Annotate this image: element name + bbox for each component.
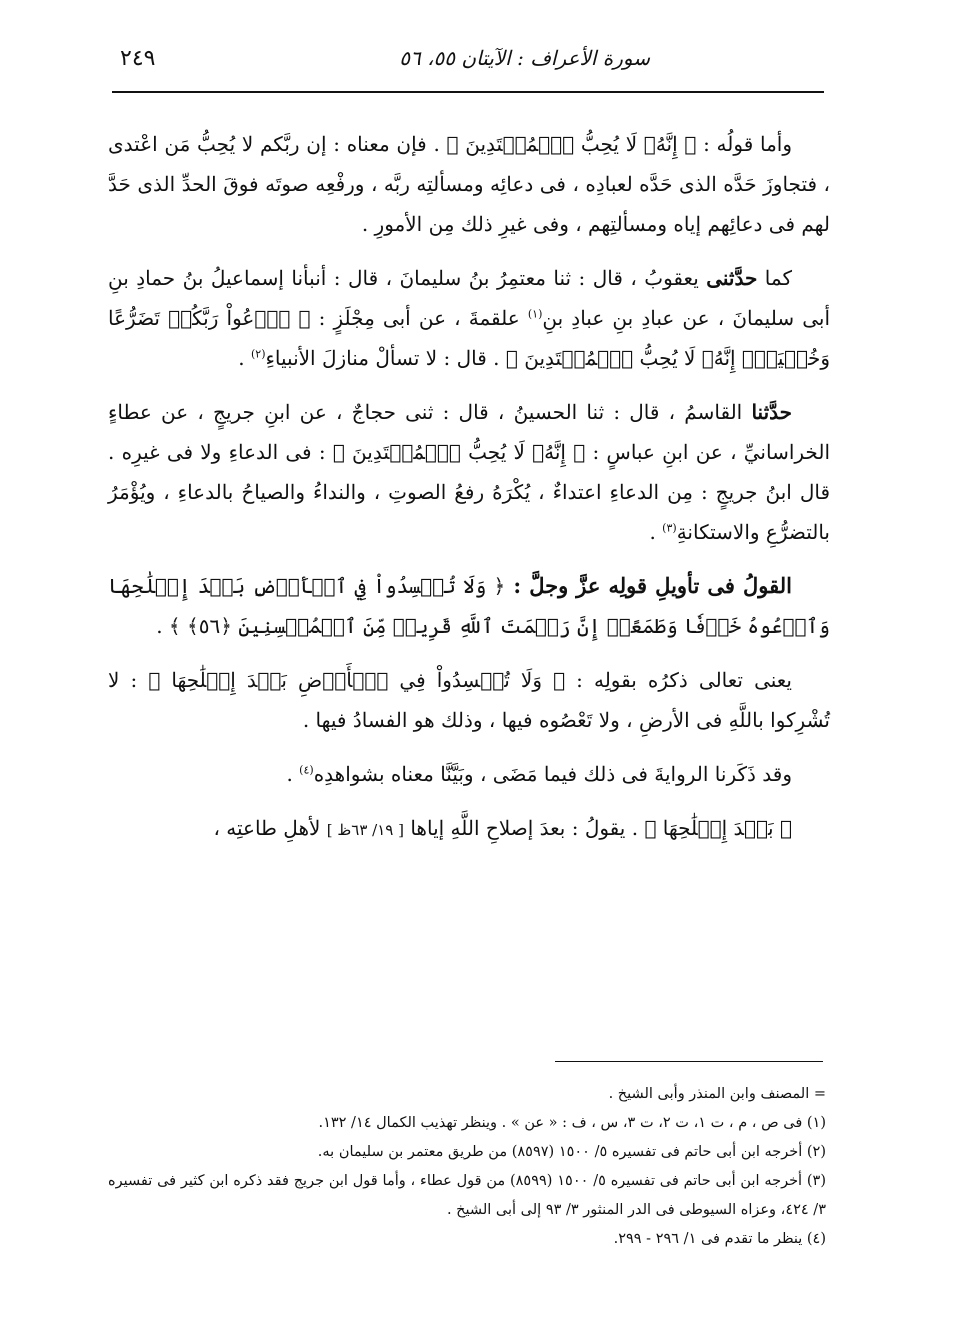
- paragraph-5: [108, 660, 830, 740]
- text: كما: [757, 266, 792, 290]
- header-rule: [112, 91, 824, 93]
- main-text: [108, 124, 830, 864]
- footnote-ref[interactable]: (١): [527, 307, 543, 321]
- text: .: [286, 762, 300, 786]
- text: يعنى تعالى ذكرُه بقولِه :: [565, 668, 792, 692]
- narration-keyword: حدَّثنى: [706, 266, 758, 290]
- footnote-4: (٤) ينظر ما تقدم فى ١/ ٢٩٦ - ٢٩٩.: [613, 1231, 826, 1247]
- footnote-2: (٢) أخرجه ابن أبى حاتم فى تفسيره ٥/ ١٥٠٠ (٨٥٩٧) من طريق معتمر بن سليمان به.: [317, 1144, 826, 1160]
- text: . قال : لا تسألْ منازلَ الأنبياءِ: [265, 346, 506, 370]
- footnote-continuation: = المصنف وابن المنذر وأبى الشيخ .: [608, 1086, 826, 1102]
- footnote-3: (٣) أخرجه ابن أبى حاتم فى تفسيره ٥/ ١٥٠٠ (٨٥٩٩) من قول عطاء ، وأما قول ابن جريج فقد ذكره ابن كثير فى تفسيره ٣/ ٤٢٤، وعزاه السيوطى فى الدر المنثور ٣/ ٩٣ إلى أبى الشيخ .: [108, 1173, 826, 1218]
- text: .: [238, 346, 251, 370]
- text: وقد ذَكَرنا الروايةَ فى ذلك فيما مَضَى ، وبَيَّنَّا معناه بشواهدِه: [313, 762, 792, 786]
- text: يعقوبُ ، قال : ثنا معتمِرُ بنُ سليمانَ ، قال : أنبأنا إسماعيلُ بنُ حمادِ بنِ أبى سليمانَ ، عن عبادِ بنِ عبادِ بنِ: [108, 266, 831, 330]
- footnotes: [108, 1080, 826, 1254]
- text: : لا تُشْرِكوا باللَّهِ فى الأرضِ ، ولا تَعْصُوه فيها ، وذلك هو الفسادُ فيها .: [108, 668, 830, 732]
- footnote-rule: [555, 1061, 823, 1062]
- section-heading: القولُ فى تأويلِ قولِه عزَّ وجلَّ :: [505, 573, 792, 598]
- narration-keyword: حدَّثنا: [751, 400, 792, 424]
- footnote-ref[interactable]: (٤): [299, 763, 314, 777]
- quran-verse: ﴿ إِنَّهُۥ لَا يُحِبُّ ٱلۡمُعۡتَدِينَ ﴾: [446, 132, 697, 156]
- paragraph-4-heading: [108, 566, 830, 646]
- text: . فإن معناه : إن ربَّكم لا يُحِبُّ مَن اعْتدى ، فتجاوزَ حَدَّه الذى حَدَّه لعبادِه ، فى دعائِه ومسألتِه ربَّه ، ورفْعِه صوتَه فوقَ الحدِّ الذى حَدَّ لهم فى دعائِهم إياه ومسألتِهم ، وفى غيرِ ذلك مِن الأمورِ .: [108, 132, 830, 236]
- quran-verse: ﴿ وَلَا تُفۡسِدُواْ فِي ٱلۡأَرۡضِ بَعۡدَ إِصۡلَٰحِهَا ﴾: [148, 668, 566, 692]
- footnote-1: (١) فى ص ، م ، ت ١، ت ٢، ت ٣، س ، ف : « عن » . وينظر تهذيب الكمال ١٤/ ١٣٢.: [318, 1115, 826, 1131]
- running-title: سورة الأعراف : الآيتان ٥٥، ٥٦: [399, 46, 650, 70]
- quran-verse: ﴿ بَعۡدَ إِصۡلَٰحِهَا ﴾: [644, 816, 792, 840]
- text: .: [649, 520, 663, 544]
- paragraph-7: [108, 808, 830, 850]
- text: . يقولُ : بعدَ إصلاحِ اللَّهِ إياها: [403, 816, 645, 840]
- quran-verse: ﴿ إِنَّهُۥ لَا يُحِبُّ ٱلۡمُعۡتَدِينَ ﴾: [332, 440, 586, 464]
- quran-verse: ﴿ ٱدۡعُواْ رَبَّكُمۡ تَضَرُّعًا وَخُفۡيَةًۚ إِنَّهُۥ لَا يُحِبُّ ٱلۡمُعۡتَدِينَ ﴾: [108, 306, 830, 370]
- paragraph-6: [108, 754, 830, 794]
- paragraph-3: [108, 392, 830, 552]
- text: علقمةَ ، عن أبى مِجْلَزٍ :: [310, 306, 528, 330]
- footnote-ref[interactable]: (٢): [251, 347, 266, 361]
- paragraph-2: [108, 258, 830, 378]
- text: : فى الدعاءِ ولا فى غيرِه . قال ابنُ جريجٍ : مِن الدعاءِ اعتداءٌ ، يُكْرَهُ رفعُ الصوتِ ، والنداءُ والصياحُ بالدعاءِ ، ويُؤْمَرُ بالتضرُّعِ والاستكانةِ: [108, 440, 830, 544]
- quran-verse: ﴿ وَلَا تُفۡسِدُواْ فِي ٱلۡأَرۡضِ بَعۡدَ إِصۡلَٰحِهَا وَٱدۡعُوهُ خَوۡفٗا وَطَمَعًاۚ إِنَّ رَحۡمَتَ ٱللَّهِ قَرِيبٞ مِّنَ ٱلۡمُحۡسِنِينَ ﴿٥٦﴾ ﴾: [108, 574, 830, 638]
- text: وأما قولُه :: [696, 132, 793, 156]
- page-number: ٢٤٩: [120, 46, 156, 71]
- footnote-ref[interactable]: (٣): [662, 521, 677, 535]
- paragraph-1: [108, 124, 830, 244]
- manuscript-marker: [ ١٩/ ٦٣ظ ]: [326, 821, 404, 839]
- text: .: [156, 614, 169, 638]
- page-header: [110, 46, 830, 82]
- text: القاسمُ ، قال : ثنا الحسينُ ، قال : ثنى حجاجٌ ، عن ابنِ جريجٍ ، عن عطاءٍ الخراسانيِّ ، عن ابنِ عباسٍ :: [108, 400, 830, 464]
- text: لأهلِ طاعتِه ،: [213, 816, 327, 840]
